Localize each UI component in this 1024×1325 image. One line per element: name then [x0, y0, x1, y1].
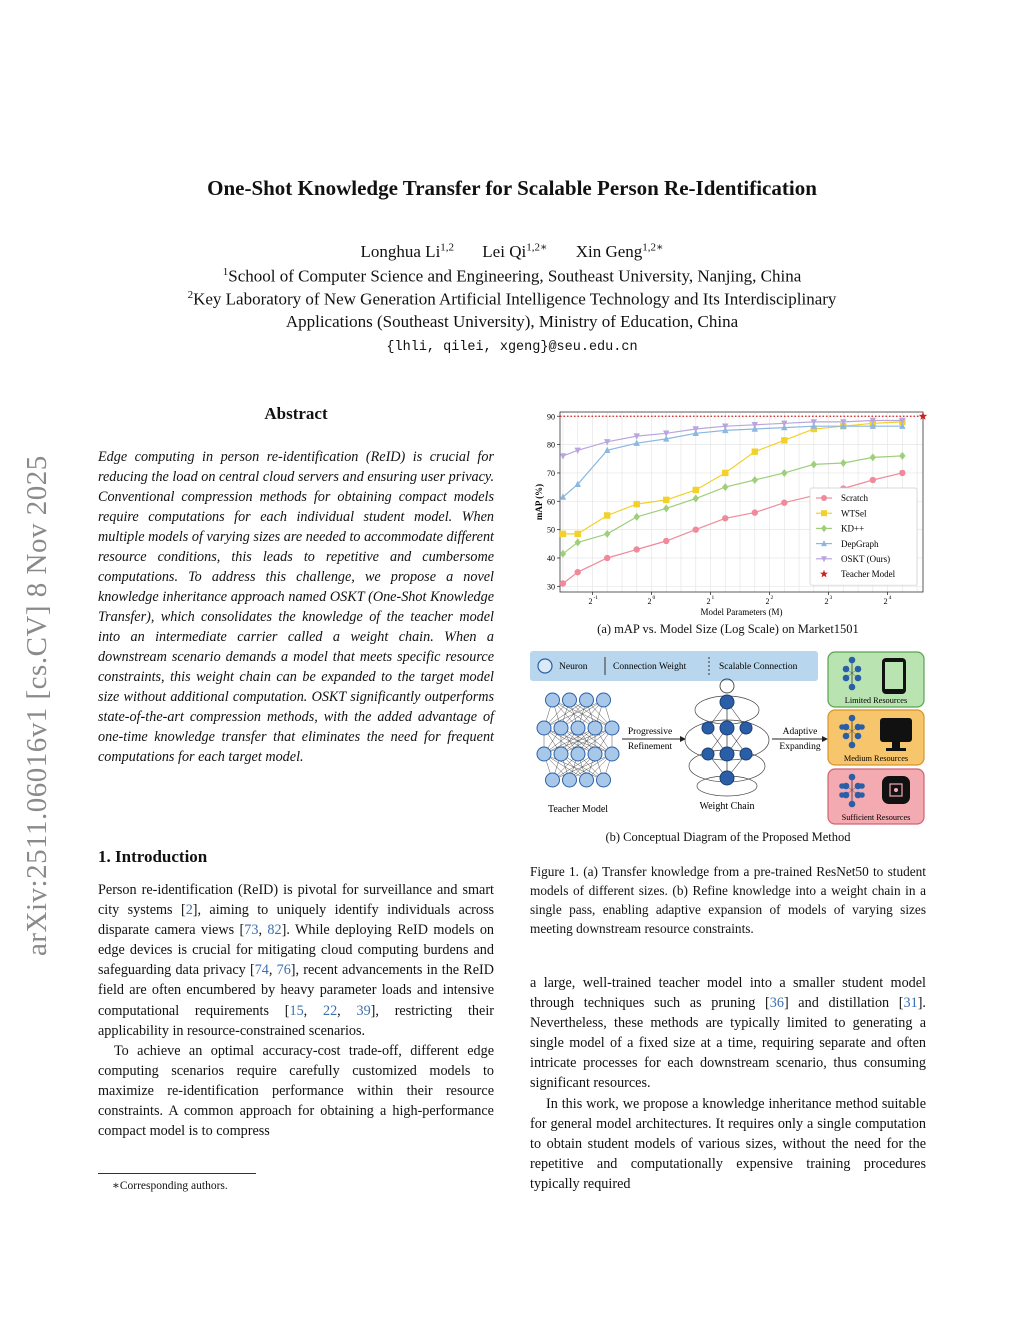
resource-label: Medium Resources: [843, 754, 909, 763]
neuron: [546, 773, 560, 787]
y-tick-label: 60: [547, 497, 555, 507]
legend-entry: Scratch: [841, 493, 868, 504]
abstract-heading: Abstract: [264, 404, 328, 423]
author: Xin Geng$^{1,2∗}$: [575, 241, 664, 261]
abstract-text: Edge computing in person re-identification (ReID) is crucial for reducing the load on central cloud servers and ensuring user privacy. Conventional compression methods for obtaining compact models require computations for each individual student model. When multiple models of varying sizes are needed to accommodate different resource conditions, this leads to repetitive and cumbersome computations. To address this challenge, we propose a novel knowledge inheritance approach named OSKT (One-Shot Knowledge Transfer), which consolidates the knowledge of the teacher model into an intermediate carrier called a weight chain. When a downstream scenario demands a model that meets specific resource constraints, this weight chain can be expanded to the target model size without additional computation. OSKT significantly outperforms state-of-the-art compression methods, with the added advantage of one-time knowledge transfer that eliminates the need for frequent computations for each target model.: [98, 449, 494, 765]
citation-link[interactable]: 82: [267, 922, 282, 939]
data-point: [604, 530, 610, 538]
paragraph: In this work, we propose a knowledge inheritance method suitable for general model architectures. It requires only a single computation to obtain student models of various sizes, without the need for the repetitive and computationally expensive training procedures typically required: [530, 1095, 926, 1192]
neuron: [554, 721, 568, 735]
data-point: [604, 512, 610, 518]
neuron: [849, 742, 856, 749]
neuron: [859, 792, 865, 798]
y-tick-label: 70: [547, 468, 555, 478]
neuron: [554, 747, 568, 761]
teacher-network: [537, 693, 619, 787]
x-tick-exponent: 2: [770, 595, 774, 601]
data-point: [899, 452, 905, 460]
neuron: [546, 693, 560, 707]
author: Lei $Qi^{1,2∗}$: [482, 241, 548, 261]
right-column-body: [530, 973, 926, 1194]
phone-icon: [882, 658, 906, 694]
legend-entry: OSKT (Ours): [841, 554, 891, 564]
paragraph: Person re-identification (ReID) is pivotal for surveillance and smart city systems [2], aiming to uniquely identify individuals across disparate camera views [73, 82]. While deploying ReID models on edge devices is crucial for mitigating cloud computing burdens and safeguarding data privacy [74, 76], recent advancements in the ReID field are often encumbered by heavy parameter loads and intensive computational requirements [15, 22, 39], restricting their applicability in resource-constrained scenarios.: [98, 882, 495, 1039]
citation-link[interactable]: 22: [322, 1002, 338, 1019]
data-point: [870, 453, 876, 461]
x-tick-exponent: 0: [652, 595, 656, 601]
legend-label: Scalable Connection: [719, 662, 798, 672]
neuron: [563, 773, 577, 787]
data-point: [899, 470, 905, 476]
x-tick-exponent: 4: [888, 595, 892, 601]
y-axis-label: mAP (%): [534, 483, 544, 521]
neuron: [605, 721, 619, 735]
neuron: [720, 679, 734, 693]
neuron: [839, 783, 845, 789]
citation-link[interactable]: 76: [276, 962, 291, 979]
data-point: [722, 470, 728, 476]
neuron: [843, 666, 850, 673]
data-point: [693, 487, 699, 493]
neuron: [571, 721, 585, 735]
neuron: [849, 684, 856, 691]
phone-screen: [885, 662, 903, 689]
data-point: [821, 510, 827, 516]
weight-chain: [685, 679, 769, 796]
y-tick-label: 40: [547, 553, 555, 563]
data-point: [560, 453, 566, 459]
x-tick-label: 2: [883, 597, 888, 606]
y-tick-label: 30: [547, 582, 555, 592]
footnote: ∗Corresponding authors.: [112, 1180, 228, 1192]
data-point: [781, 469, 787, 477]
resource-label: Limited Resources: [844, 696, 908, 705]
arrow-label: Adaptive: [782, 727, 818, 737]
x-tick-label: 2: [588, 597, 593, 606]
data-point: [560, 550, 566, 558]
y-tick-label: 80: [547, 440, 555, 450]
chip-dot: [894, 788, 898, 792]
data-point: [560, 580, 566, 586]
data-point: [693, 526, 699, 532]
data-point: [752, 476, 758, 484]
neuron: [588, 747, 602, 761]
resource-box: [828, 710, 924, 765]
data-point: [722, 483, 728, 491]
neuron: [571, 747, 585, 761]
series-oskt-ours-: [560, 418, 906, 460]
arxiv-stamp: [14, 378, 54, 958]
author-email: {lhli, qilei, xgeng}@seu.edu.cn: [386, 340, 638, 355]
neuron: [843, 733, 850, 740]
neuron: [588, 721, 602, 735]
citation-link[interactable]: 39: [356, 1002, 371, 1019]
data-point: [575, 531, 581, 537]
monitor-stand: [892, 742, 900, 748]
resource-box: [828, 769, 924, 824]
data-point: [781, 437, 787, 443]
neuron: [720, 771, 734, 785]
neuron: [855, 733, 862, 740]
data-point: [752, 509, 758, 515]
chip-icon: [882, 776, 910, 804]
neuron: [859, 724, 865, 730]
data-point: [752, 448, 758, 454]
neuron: [740, 748, 752, 760]
legend-label: Connection Weight: [613, 662, 687, 672]
neuron: [563, 693, 577, 707]
neuron: [849, 801, 856, 808]
legend-entry: WTSel: [841, 508, 867, 519]
subcaption-b: (b) Conceptual Diagram of the Proposed Method: [605, 830, 851, 844]
x-tick-exponent: 1: [711, 595, 715, 601]
neuron: [720, 721, 734, 735]
neuron: [537, 747, 551, 761]
paragraph: a large, well-trained teacher model into a smaller student model through techniques such as pruning [36] and distillation [31]. Nevertheless, these methods are typically limited to generating a single model of a fixed size at a time, requiring separate and often intricate processes for each downstream scenario, thus consuming significant resources.: [530, 975, 926, 1092]
x-tick-label: 2: [824, 597, 829, 606]
legend-entry: DepGraph: [841, 538, 879, 549]
neuron: [702, 722, 714, 734]
x-tick-exponent: 3: [829, 595, 833, 601]
y-tick-label: 50: [547, 525, 555, 535]
data-point: [821, 495, 827, 501]
neuron: [855, 666, 862, 673]
citation-link[interactable]: 31: [903, 995, 918, 1012]
data-point: [575, 569, 581, 575]
affiliation: $^1$School of Computer Science and Engineering, Southeast University, Nanjing, China: [222, 266, 802, 286]
x-tick-label: 2: [706, 597, 711, 606]
data-point: [663, 504, 669, 512]
neuron: [720, 695, 734, 709]
neuron: [855, 675, 862, 682]
neuron: [605, 747, 619, 761]
monitor-base: [886, 748, 906, 751]
figure-caption: Figure 1. (a) Transfer knowledge from a pre-trained ResNet50 to student models of different sizes. (b) Refine knowledge into a weight chain in a single pass, enabling adaptive expansion of models of varying sizes meeting downstream resource constraints.: [530, 864, 926, 936]
data-point: [840, 459, 846, 467]
arrow-label: Progressive: [627, 727, 673, 737]
chain-label: Weight Chain: [699, 801, 755, 812]
citation-link[interactable]: 74: [254, 962, 269, 979]
data-point: [634, 513, 640, 521]
data-point: [560, 493, 566, 499]
neuron: [537, 721, 551, 735]
data-point: [575, 538, 581, 546]
neuron: [849, 657, 856, 664]
author: Longhua Li$^{1,2}$: [360, 241, 455, 261]
neuron: [839, 792, 845, 798]
data-point: [722, 515, 728, 521]
neuron: [849, 715, 856, 722]
data-point: [781, 500, 787, 506]
resource-label: Sufficient Resources: [841, 813, 911, 822]
map-vs-size-chart: [530, 400, 930, 625]
footnote-rule: [98, 1173, 256, 1174]
neuron: [580, 773, 594, 787]
neuron: [740, 722, 752, 734]
intro-body: [98, 880, 494, 1141]
x-tick-exponent: -1: [593, 595, 599, 601]
x-tick-label: 2: [647, 597, 652, 606]
data-point: [560, 531, 566, 537]
neuron: [597, 693, 611, 707]
teacher-label: Teacher Model: [547, 804, 609, 815]
neuron: [849, 774, 856, 781]
neuron: [843, 675, 850, 682]
affiliation: Applications (Southeast University), Ministry of Education, China: [285, 312, 739, 331]
legend-entry: Teacher Model: [841, 569, 896, 580]
data-point: [634, 501, 640, 507]
paper-title: One-Shot Knowledge Transfer for Scalable Person Re-Identification: [207, 176, 817, 200]
neuron: [597, 773, 611, 787]
citation-link[interactable]: 36: [769, 995, 784, 1012]
x-axis-label: Model Parameters (M): [700, 607, 783, 617]
data-point: [663, 538, 669, 544]
arrow-head: [822, 736, 828, 742]
neuron: [702, 748, 714, 760]
data-point: [663, 497, 669, 503]
data-point: [604, 555, 610, 561]
citation-link[interactable]: 2: [185, 902, 193, 919]
monitor-screen: [880, 718, 912, 742]
resource-box: [828, 652, 924, 707]
citation-link[interactable]: 15: [289, 1002, 304, 1019]
legend-label: Neuron: [559, 662, 588, 672]
subcaption-a: (a) mAP vs. Model Size (Log Scale) on Market1501: [597, 622, 859, 636]
data-point: [811, 460, 817, 468]
author-list: [0, 240, 1024, 262]
section-heading: 1. Introduction: [98, 847, 208, 866]
paragraph: To achieve an optimal accuracy-cost trade-off, different edge computing scenarios require carefully customized models to maximize re-identification performance within their resource constraints. A common approach for obtaining a high-performance compact model is to compress: [98, 1042, 494, 1140]
affiliation: $^2$Key Laboratory of New Generation Artificial Intelligence Technology and Its Interdisciplinary: [187, 289, 837, 309]
neuron: [859, 783, 865, 789]
neuron-icon: [538, 659, 552, 673]
y-tick-label: 90: [547, 412, 555, 422]
arxiv-id: arXiv:2511.06016v1 [cs.CV] 8 Nov 2025: [21, 455, 53, 956]
neuron: [720, 747, 734, 761]
data-point: [634, 546, 640, 552]
resource-boxes: [828, 652, 924, 824]
data-point: [870, 477, 876, 483]
arrow-label: Refinement: [627, 742, 673, 752]
neuron: [839, 724, 845, 730]
neuron: [580, 693, 594, 707]
arrow-label: Expanding: [779, 742, 821, 752]
method-diagram: [530, 648, 930, 833]
citation-link[interactable]: 73: [244, 922, 259, 939]
legend-entry: KD++: [841, 523, 865, 534]
x-tick-label: 2: [765, 597, 770, 606]
